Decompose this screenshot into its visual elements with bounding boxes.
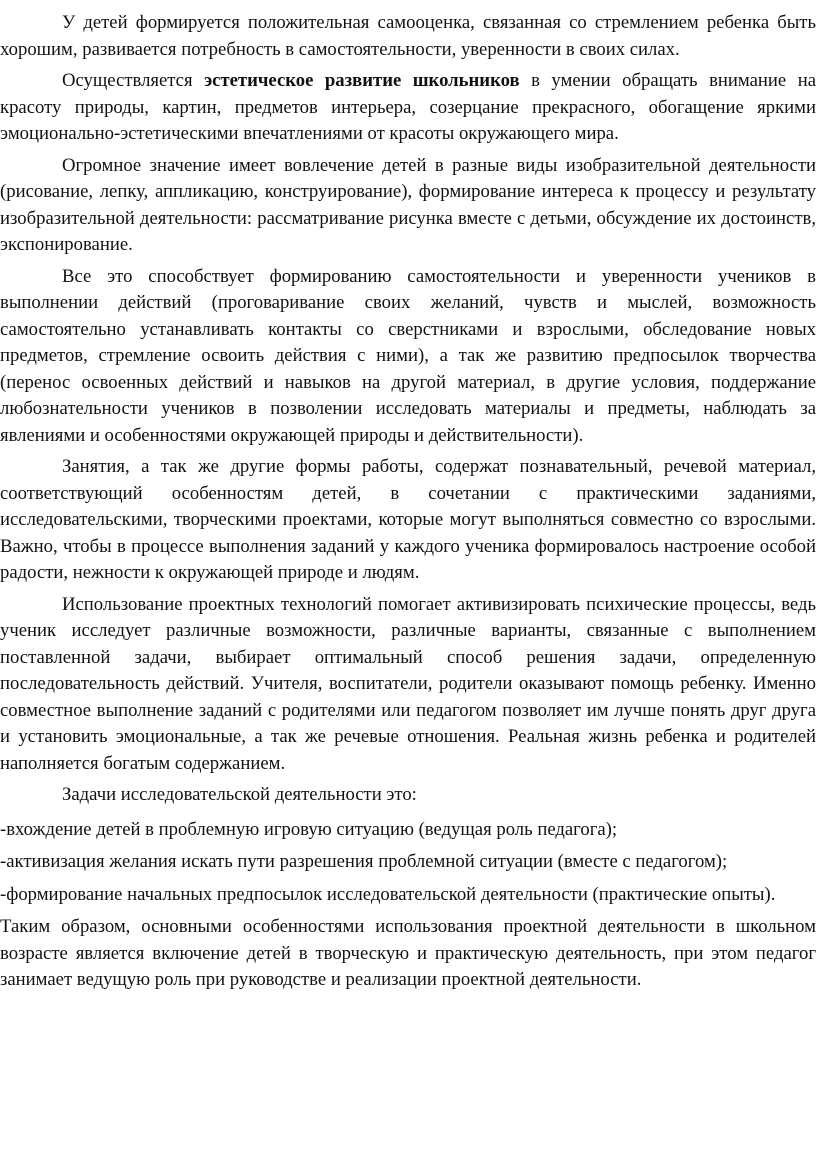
paragraph-conclusion: Таким образом, основными особенностями использования проектной деятельности в школьном возрасте является включение детей в творческую и практическую деятельность, при этом педагог занимает ведущую роль при руководстве и реализации проектной деятельности. [0, 916, 816, 990]
task-list-item: -вхождение детей в проблемную игровую ситуацию (ведущая роль педагога); [0, 818, 618, 840]
aesthetic-intro-text: Осуществляется [62, 70, 205, 91]
task-list-item: -активизация желания искать пути разрешения проблемной ситуации (вместе с педагогом); [0, 851, 728, 872]
paragraph-self-esteem: У детей формируется положительная самооценка, связанная со стремлением ребенка быть хорошим, развивается потребность в самостоятельности, уверенности в своих силах. [0, 12, 816, 60]
paragraph-aesthetic-development [0, 68, 816, 148]
tasks-heading: Задачи исследовательской деятельности это: [62, 784, 417, 805]
paragraph-visual-activity: Огромное значение имеет вовлечение детей в разные виды изобразительной деятельности (рисование, лепку, аппликацию, конструирование), формирование интереса к процессу и результату изобразительной деятельности: рассматривание рисунка вместе с детьми, обсуждение их достоинств, экспонирование. [0, 154, 816, 255]
aesthetic-bold-term: эстетическое развитие школьников [204, 70, 520, 91]
paragraph-project-technologies: Использование проектных технологий помогает активизировать психические процессы, ведь ученик исследует различные возможности, различные варианты, связанные с выполнением поставленной задачи, выбирает оптимальный способ решения задачи, определенную последовательность действий. Учителя, воспитатели, родители оказывают помощь ребенку. Именно совместное выполнение заданий с родителями или педагогом позволяет им лучше понять друг друга и установить эмоциональные, а так же речевые отношения. Реальная жизнь ребенка и родителей наполняется богатым содержанием. [0, 593, 816, 774]
aesthetic-rest-text: в умении обращать внимание на красоту природы, картин, предметов интерьера, созерцание прекрасного, обогащение яркими эмоционально-эстетическими впечатлениями от красоты окружающего мира. [0, 70, 816, 144]
paragraph-independence: Все это способствует формированию самостоятельности и уверенности учеников в выполнении действий (проговаривание своих желаний, чувств и мыслей, возможность самостоятельно устанавливать контакты со сверстниками и взрослыми, обследование новых предметов, стремление освоить действия с ними), а так же развитию предпосылок творчества (перенос освоенных действий и навыков на другой материал, в другие условия, поддержание любознательности учеников в позволении исследовать материалы и предметы, наблюдать за явлениями и особенностями окружающей природы и действительности). [0, 265, 816, 446]
paragraph-lessons: Занятия, а так же другие формы работы, содержат познавательный, речевой материал, соответствующий особенностям детей, в сочетании с практическими заданиями, исследовательскими, творческими проектами, которые могут выполняться совместно со взрослыми. Важно, чтобы в процессе выполнения заданий у каждого ученика формировалось настроение особой радости, нежности к окружающей природе и людям. [0, 456, 816, 583]
task-list-item: -формирование начальных предпосылок исследовательской деятельности (практические опыты). [0, 883, 776, 905]
